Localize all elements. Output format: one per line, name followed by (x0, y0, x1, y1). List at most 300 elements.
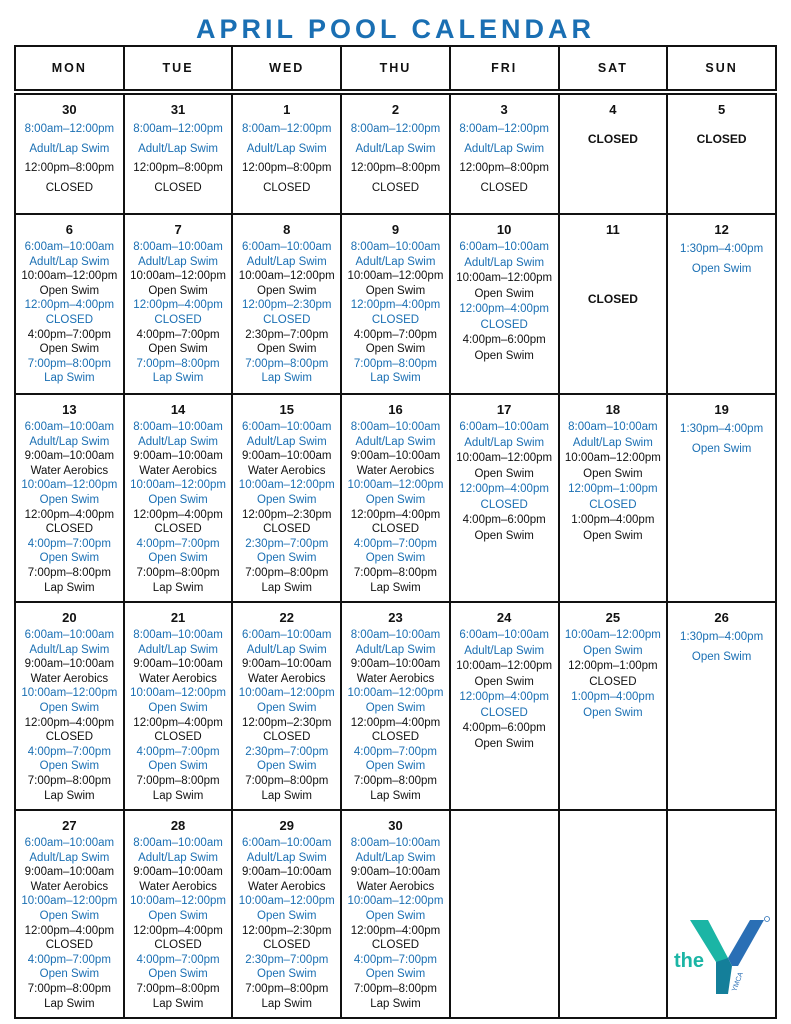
schedule-line: 12:00pm–8:00pm (242, 162, 332, 174)
schedule-line: Open Swim (148, 284, 208, 297)
schedule-line: 12:00pm–8:00pm (459, 162, 549, 174)
ymca-logo-center (716, 958, 732, 994)
schedule-list (125, 240, 232, 386)
schedule-line: 9:00am–10:00am (133, 658, 223, 671)
schedule-line: CLOSED (45, 731, 93, 744)
schedule-line: Adult/Lap Swim (246, 851, 327, 864)
day-cell (341, 214, 450, 394)
schedule-list (233, 420, 340, 595)
day-header-row (15, 46, 776, 90)
schedule-line: 7:00pm–8:00pm (353, 774, 438, 787)
schedule-line: Lap Swim (44, 997, 95, 1010)
day-number: 30 (62, 102, 77, 117)
ymca-logo (672, 914, 772, 996)
day-cell (15, 810, 124, 1018)
schedule-line: 10:00am–12:00pm (456, 272, 553, 284)
schedule-line: 2:30pm–7:00pm (245, 953, 329, 966)
day-number: 26 (714, 610, 729, 625)
schedule-line: 10:00am–12:00pm (347, 479, 444, 492)
schedule-line: 9:00am–10:00am (24, 658, 115, 671)
schedule-line: 9:00am–10:00am (24, 866, 115, 879)
schedule-line: 12:00pm–4:00pm (133, 924, 223, 937)
schedule-line: CLOSED (263, 731, 311, 744)
schedule-line: CLOSED (480, 706, 528, 719)
schedule-list (342, 836, 449, 1011)
schedule-line: Adult/Lap Swim (138, 142, 218, 155)
day-number: 27 (62, 818, 77, 833)
schedule-line: 6:00am–10:00am (459, 421, 549, 433)
day-number: 25 (605, 610, 621, 625)
schedule-line: Open Swim (257, 343, 317, 356)
schedule-line: 8:00am–12:00pm (24, 123, 115, 135)
schedule-line: Adult/Lap Swim (355, 851, 436, 864)
schedule-line: Lap Swim (44, 789, 95, 802)
day-header-thu: THU (341, 46, 450, 90)
schedule-line: 9:00am–10:00am (350, 658, 441, 671)
schedule-line: Adult/Lap Swim (464, 142, 545, 155)
calendar-title: APRIL POOL CALENDAR (195, 14, 596, 44)
schedule-list (342, 240, 449, 386)
schedule-line: 4:00pm–7:00pm (353, 745, 438, 758)
schedule-line: 9:00am–10:00am (242, 658, 332, 671)
schedule-line: 10:00am–12:00pm (238, 687, 335, 700)
day-cell (15, 394, 124, 602)
schedule-line: 10:00am–12:00pm (564, 629, 661, 641)
schedule-line: Open Swim (474, 349, 534, 362)
schedule-line: 8:00am–12:00pm (133, 123, 223, 135)
schedule-list (16, 240, 123, 386)
schedule-line: Open Swim (474, 467, 534, 480)
schedule-line: Open Swim (257, 760, 317, 773)
day-number: 8 (283, 222, 291, 237)
day-number: 7 (174, 222, 182, 237)
day-cell (450, 214, 559, 394)
day-cell (450, 394, 559, 602)
closed-label: CLOSED (587, 132, 638, 146)
schedule-line: Lap Swim (370, 372, 421, 385)
schedule-line: 8:00am–10:00am (350, 241, 441, 253)
schedule-list (16, 120, 123, 198)
schedule-line: CLOSED (480, 498, 528, 511)
day-cell (232, 602, 341, 810)
schedule-line: 10:00am–12:00pm (130, 895, 226, 908)
schedule-list (560, 420, 667, 544)
ymca-logo-right-arm (728, 920, 764, 966)
schedule-line: Adult/Lap Swim (29, 142, 110, 155)
schedule-line: 6:00am–10:00am (242, 629, 332, 641)
schedule-line: 2:30pm–7:00pm (245, 328, 329, 341)
schedule-line: Open Swim (39, 343, 100, 356)
schedule-line: Adult/Lap Swim (355, 435, 436, 448)
schedule-line: 6:00am–10:00am (24, 421, 115, 433)
day-cell (124, 94, 233, 214)
schedule-line: Lap Swim (44, 372, 95, 385)
schedule-line: 4:00pm–6:00pm (462, 514, 546, 526)
schedule-line: 4:00pm–7:00pm (353, 328, 438, 341)
schedule-list (125, 628, 232, 803)
day-header-sun: SUN (667, 46, 776, 90)
day-cell (559, 94, 668, 214)
schedule-line: Adult/Lap Swim (29, 643, 110, 656)
day-number: 14 (170, 402, 186, 417)
schedule-line: 6:00am–10:00am (24, 837, 115, 849)
schedule-line: 12:00pm–4:00pm (133, 299, 223, 312)
schedule-line: 8:00am–12:00pm (242, 123, 332, 135)
day-header-wed: WED (232, 46, 341, 90)
schedule-line: 8:00am–10:00am (133, 241, 223, 253)
schedule-line: Open Swim (365, 909, 426, 922)
schedule-line: Open Swim (148, 552, 208, 565)
schedule-line: CLOSED (263, 313, 311, 326)
day-cell (232, 394, 341, 602)
schedule-list (668, 420, 775, 459)
day-cell (341, 94, 450, 214)
day-number: 23 (388, 610, 403, 625)
schedule-line: 4:00pm–7:00pm (353, 953, 438, 966)
day-cell (124, 602, 233, 810)
schedule-line: 12:00pm–4:00pm (459, 691, 549, 703)
schedule-line: 12:00pm–8:00pm (24, 162, 115, 174)
schedule-line: 4:00pm–7:00pm (136, 745, 220, 758)
schedule-line: Lap Swim (370, 581, 421, 594)
week-row (15, 602, 776, 810)
schedule-line: Open Swim (39, 968, 100, 981)
schedule-line: 12:00pm–1:00pm (568, 660, 658, 672)
schedule-line: Open Swim (39, 552, 100, 565)
schedule-line: 9:00am–10:00am (24, 450, 115, 463)
day-cell (667, 214, 776, 394)
schedule-line: Open Swim (148, 968, 208, 981)
schedule-line: 7:00pm–8:00pm (136, 982, 220, 995)
schedule-list (16, 628, 123, 803)
day-cell (559, 214, 668, 394)
day-number: 20 (62, 610, 77, 625)
schedule-line: Adult/Lap Swim (464, 436, 545, 449)
day-number: 10 (496, 222, 512, 237)
schedule-line: Adult/Lap Swim (355, 643, 436, 656)
schedule-line: CLOSED (45, 939, 93, 952)
schedule-line: 7:00pm–8:00pm (245, 566, 329, 579)
schedule-line: 10:00am–12:00pm (347, 895, 444, 908)
schedule-line: Lap Swim (152, 997, 204, 1010)
day-cell (667, 602, 776, 810)
day-number: 13 (62, 402, 77, 417)
schedule-line: 4:00pm–6:00pm (462, 334, 546, 346)
schedule-line: 1:00pm–4:00pm (571, 691, 655, 703)
day-number: 17 (496, 402, 512, 417)
schedule-line: Adult/Lap Swim (29, 851, 110, 864)
schedule-line: Water Aerobics (247, 880, 326, 893)
day-cell (559, 394, 668, 602)
schedule-line: 8:00am–10:00am (350, 837, 441, 849)
schedule-line: 4:00pm–7:00pm (27, 328, 111, 341)
day-cell (450, 94, 559, 214)
schedule-line: 9:00am–10:00am (133, 450, 223, 463)
schedule-line: 7:00pm–8:00pm (353, 982, 438, 995)
schedule-line: Open Swim (474, 675, 534, 688)
schedule-line: 7:00pm–8:00pm (245, 982, 329, 995)
day-number: 11 (605, 222, 620, 237)
schedule-line: Lap Swim (152, 372, 204, 385)
schedule-list (233, 628, 340, 803)
schedule-line: 9:00am–10:00am (350, 450, 441, 463)
schedule-line: 9:00am–10:00am (133, 866, 223, 879)
day-header-sat: SAT (559, 46, 668, 90)
schedule-list (342, 420, 449, 595)
schedule-line: Adult/Lap Swim (246, 255, 327, 268)
schedule-line: CLOSED (480, 181, 528, 194)
schedule-line: Adult/Lap Swim (464, 644, 545, 657)
schedule-line: Water Aerobics (139, 672, 217, 685)
schedule-line: Adult/Lap Swim (246, 142, 327, 155)
day-number: 6 (65, 222, 73, 237)
schedule-line: 12:00pm–8:00pm (350, 162, 441, 174)
closed-label: CLOSED (696, 132, 747, 146)
schedule-line: 12:00pm–4:00pm (459, 303, 549, 315)
schedule-line: CLOSED (154, 523, 202, 536)
schedule-line: 12:00pm–4:00pm (24, 924, 115, 937)
day-number: 4 (609, 102, 617, 117)
schedule-line: Open Swim (365, 760, 426, 773)
schedule-line: 2:30pm–7:00pm (245, 745, 329, 758)
day-number: 24 (496, 610, 512, 625)
schedule-line: 6:00am–10:00am (242, 837, 332, 849)
schedule-line: Open Swim (583, 467, 643, 480)
schedule-line: Open Swim (148, 493, 208, 506)
schedule-line: Open Swim (257, 284, 317, 297)
schedule-line: 10:00am–12:00pm (456, 660, 553, 672)
day-cell (15, 94, 124, 214)
schedule-line: 12:00pm–2:30pm (242, 716, 332, 729)
schedule-line: Water Aerobics (247, 672, 326, 685)
schedule-line: Lap Swim (370, 789, 421, 802)
schedule-line: 12:00pm–4:00pm (350, 299, 441, 312)
day-number: 3 (500, 102, 508, 117)
schedule-line: Open Swim (474, 529, 534, 542)
schedule-line: Water Aerobics (30, 672, 109, 685)
schedule-list (668, 628, 775, 667)
schedule-line: 12:00pm–4:00pm (24, 299, 115, 312)
schedule-line: Open Swim (148, 909, 208, 922)
schedule-line: Adult/Lap Swim (355, 255, 436, 268)
schedule-list (451, 628, 558, 752)
schedule-list (125, 120, 232, 198)
schedule-line: Adult/Lap Swim (355, 142, 436, 155)
schedule-line: 7:00pm–8:00pm (136, 774, 220, 787)
schedule-line: CLOSED (154, 313, 202, 326)
schedule-line: CLOSED (45, 181, 93, 194)
day-cell (232, 214, 341, 394)
schedule-list (668, 240, 775, 279)
day-number: 30 (388, 818, 403, 833)
day-cell (341, 602, 450, 810)
schedule-line: 4:00pm–7:00pm (27, 745, 111, 758)
schedule-list (451, 420, 558, 544)
schedule-line: CLOSED (154, 181, 202, 194)
schedule-line: 12:00pm–1:00pm (568, 483, 658, 495)
ymca-logo-vertical-text: YMCA (731, 971, 745, 993)
schedule-line: 7:00pm–8:00pm (27, 566, 111, 579)
schedule-line: 4:00pm–6:00pm (462, 722, 546, 734)
schedule-line: CLOSED (371, 181, 420, 194)
schedule-line: 4:00pm–7:00pm (27, 953, 111, 966)
schedule-line: 4:00pm–7:00pm (27, 537, 111, 550)
schedule-line: 7:00pm–8:00pm (353, 357, 438, 370)
day-cell (15, 214, 124, 394)
day-cell (450, 602, 559, 810)
schedule-line: 7:00pm–8:00pm (136, 357, 220, 370)
schedule-line: Lap Swim (370, 997, 421, 1010)
schedule-line: 10:00am–12:00pm (347, 270, 444, 283)
schedule-list (560, 628, 667, 721)
schedule-line: 12:00pm–4:00pm (459, 483, 549, 495)
schedule-line: CLOSED (263, 181, 311, 194)
schedule-line: Open Swim (365, 701, 426, 714)
schedule-list (233, 240, 340, 386)
schedule-line: 6:00am–10:00am (242, 241, 332, 253)
schedule-line: 10:00am–12:00pm (21, 479, 118, 492)
schedule-line: 9:00am–10:00am (242, 866, 332, 879)
schedule-line: Adult/Lap Swim (138, 851, 218, 864)
schedule-line: 6:00am–10:00am (24, 241, 115, 253)
schedule-line: Lap Swim (152, 789, 204, 802)
schedule-line: Open Swim (39, 909, 100, 922)
schedule-line: 12:00pm–4:00pm (24, 508, 115, 521)
schedule-line: 7:00pm–8:00pm (245, 774, 329, 787)
schedule-line: 12:00pm–2:30pm (242, 299, 332, 312)
calendar-grid (14, 45, 777, 1019)
schedule-line: Open Swim (148, 701, 208, 714)
schedule-line: Open Swim (39, 493, 100, 506)
schedule-line: 6:00am–10:00am (459, 629, 549, 641)
schedule-list (125, 836, 232, 1011)
schedule-line: CLOSED (371, 313, 420, 326)
day-cell (232, 94, 341, 214)
schedule-line: Water Aerobics (30, 464, 109, 477)
schedule-line: 8:00am–10:00am (568, 421, 658, 433)
schedule-line: 10:00am–12:00pm (456, 452, 553, 464)
schedule-line: 4:00pm–7:00pm (353, 537, 438, 550)
schedule-line: Lap Swim (261, 581, 312, 594)
schedule-line: 4:00pm–7:00pm (136, 328, 220, 341)
schedule-line: 12:00pm–4:00pm (350, 924, 441, 937)
schedule-list (125, 420, 232, 595)
schedule-line: 7:00pm–8:00pm (27, 982, 111, 995)
day-header-mon: MON (15, 46, 124, 90)
schedule-line: 6:00am–10:00am (24, 629, 115, 641)
schedule-line: 8:00am–10:00am (350, 421, 441, 433)
ymca-logo-word: the (674, 950, 704, 972)
schedule-line: Open Swim (365, 284, 426, 297)
schedule-line: 12:00pm–8:00pm (133, 162, 223, 174)
schedule-line: CLOSED (589, 675, 637, 688)
day-number: 12 (714, 222, 729, 237)
schedule-line: Water Aerobics (247, 464, 326, 477)
schedule-line: 8:00am–10:00am (350, 629, 441, 641)
schedule-line: 12:00pm–4:00pm (133, 716, 223, 729)
schedule-line: 8:00am–10:00am (133, 629, 223, 641)
schedule-line: Water Aerobics (356, 880, 435, 893)
schedule-line: 12:00pm–2:30pm (242, 924, 332, 937)
schedule-line: 12:00pm–4:00pm (350, 716, 441, 729)
schedule-list (16, 836, 123, 1011)
schedule-line: 10:00am–12:00pm (238, 479, 335, 492)
schedule-line: CLOSED (480, 318, 528, 331)
schedule-line: 12:00pm–4:00pm (350, 508, 441, 521)
schedule-line: Water Aerobics (139, 880, 217, 893)
schedule-line: 6:00am–10:00am (459, 241, 549, 253)
schedule-line: Water Aerobics (139, 464, 217, 477)
schedule-line: 8:00am–10:00am (133, 421, 223, 433)
schedule-line: Adult/Lap Swim (246, 643, 327, 656)
schedule-line: Water Aerobics (30, 880, 109, 893)
schedule-line: 10:00am–12:00pm (21, 895, 118, 908)
week-row (15, 214, 776, 394)
schedule-line: 7:00pm–8:00pm (245, 357, 329, 370)
schedule-line: Lap Swim (261, 372, 312, 385)
schedule-line: Open Swim (257, 909, 317, 922)
schedule-line: Adult/Lap Swim (464, 256, 545, 269)
day-number: 29 (279, 818, 294, 833)
schedule-line: 7:00pm–8:00pm (27, 774, 111, 787)
schedule-line: Water Aerobics (356, 464, 435, 477)
schedule-line: Open Swim (257, 968, 317, 981)
schedule-line: Open Swim (257, 552, 317, 565)
schedule-line: Open Swim (257, 701, 317, 714)
schedule-list (16, 420, 123, 595)
schedule-line: Adult/Lap Swim (138, 255, 218, 268)
schedule-line: 10:00am–12:00pm (130, 687, 226, 700)
schedule-line: Lap Swim (152, 581, 204, 594)
schedule-line: 12:00pm–2:30pm (242, 508, 332, 521)
schedule-line: 10:00am–12:00pm (238, 270, 335, 283)
schedule-line: 1:30pm–4:00pm (680, 243, 764, 255)
ymca-logo-registered-mark (765, 917, 770, 922)
schedule-line: 4:00pm–7:00pm (136, 537, 220, 550)
schedule-line: 12:00pm–4:00pm (24, 716, 115, 729)
day-number: 2 (391, 102, 400, 117)
schedule-line: Adult/Lap Swim (29, 435, 110, 448)
day-header-fri: FRI (450, 46, 559, 90)
schedule-line: 1:30pm–4:00pm (680, 423, 764, 435)
schedule-line: 4:00pm–7:00pm (136, 953, 220, 966)
schedule-line: 12:00pm–4:00pm (133, 508, 223, 521)
schedule-line: 6:00am–10:00am (242, 421, 332, 433)
day-number: 1 (283, 102, 291, 117)
schedule-line: 10:00am–12:00pm (347, 687, 444, 700)
schedule-line: 10:00am–12:00pm (21, 687, 118, 700)
day-number: 5 (717, 102, 726, 117)
schedule-line: Open Swim (474, 287, 534, 300)
schedule-line: Open Swim (39, 701, 100, 714)
schedule-line: CLOSED (45, 523, 93, 536)
schedule-line: CLOSED (371, 731, 420, 744)
schedule-line: Adult/Lap Swim (572, 436, 653, 449)
day-number: 16 (388, 402, 403, 417)
schedule-list (342, 628, 449, 803)
schedule-line: Open Swim (691, 650, 752, 663)
schedule-line: Open Swim (474, 737, 534, 750)
schedule-line: 10:00am–12:00pm (238, 895, 335, 908)
week-row (15, 394, 776, 602)
day-number: 18 (605, 402, 621, 417)
schedule-line: 8:00am–12:00pm (350, 123, 441, 135)
day-cell (450, 810, 559, 1018)
schedule-line: 1:30pm–4:00pm (680, 631, 764, 643)
schedule-line: 7:00pm–8:00pm (27, 357, 111, 370)
schedule-line: CLOSED (263, 939, 311, 952)
schedule-line: Open Swim (691, 262, 752, 275)
